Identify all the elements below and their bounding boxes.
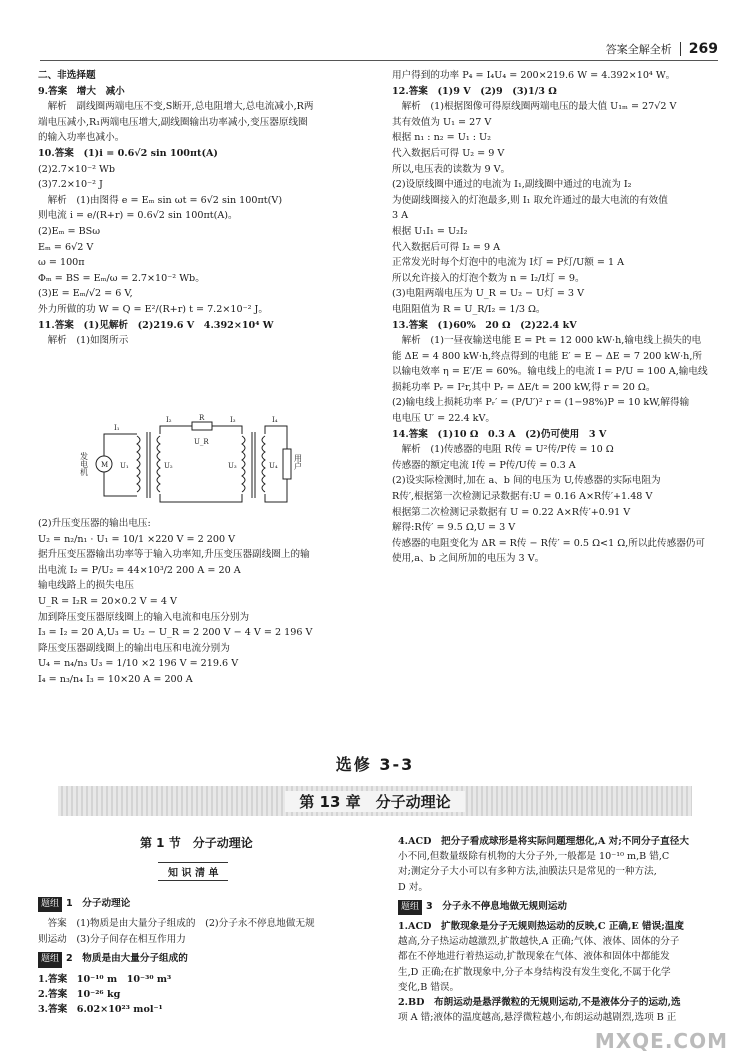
topic-group-tag: 题组 <box>38 897 62 912</box>
text-line: 使用,a、b 之间所加的电压为 3 V。 <box>392 553 545 565</box>
section-title: 选修 3-3 <box>335 755 415 774</box>
text-line: 解析 (1)由图得 e = Eₘ sin ωt = 6√2 sin 100πt(V) <box>38 194 283 206</box>
chapter-banner <box>58 786 692 816</box>
text-line: 损耗功率 Pᵣ = I²r,其中 Pᵣ = ΔE/t = 200 kW,得 r = 20 Ω。 <box>392 381 656 393</box>
text-line: 正常发光时每个灯泡中的电流为 I灯 = P灯/U额 = 1 A <box>392 257 625 269</box>
circuit-label-U1: U₁ <box>120 462 129 470</box>
right-column <box>392 68 732 567</box>
circuit-label-I4: I₄ <box>272 416 278 424</box>
text-line: (3)电阻两端电压为 U_R = U₂ − U灯 = 3 V <box>392 288 585 300</box>
text-line: 端电压减小,R₁两端电压增大,副线圈输出功率减小,变压器原线圈 <box>38 116 308 128</box>
text-line: 越高,分子热运动越激烈,扩散越快,A 正确;气体、液体、固体的分子 <box>398 936 680 948</box>
left-bottom-block <box>38 892 368 1018</box>
text-line: 以输电效率 η = E′/E = 60%。输电线上的电流 I = P/U = 100 A,输电线 <box>392 366 708 378</box>
topic-group-title: 3 分子永不停息地做无规则运动 <box>426 900 568 912</box>
text-line: 其有效值为 U₁ = 27 V <box>392 116 492 128</box>
text-line: U₂ = n₂/n₁ · U₁ = 10/1 ×220 V = 2 200 V <box>38 533 236 545</box>
text-line: ω = 100π <box>38 257 85 269</box>
text-line: (3)7.2×10⁻² J <box>38 179 103 191</box>
text-line: 代入数据后可得 I₂ = 9 A <box>392 241 501 253</box>
circuit-label-U3: U₃ <box>228 462 237 470</box>
circuit-diagram <box>79 414 307 512</box>
text-line: (2)设实际检测时,加在 a、b 间的电压为 U,传感器的实际电阻为 <box>392 475 661 487</box>
text-line: (2)设原线圈中通过的电流为 I₁,副线圈中通过的电流为 I₂ <box>392 179 632 191</box>
text-line: 3.答案 6.02×10²³ mol⁻¹ <box>38 1004 163 1016</box>
circuit-label-I2: I₂ <box>166 416 172 424</box>
circuit-label-I1: I₁ <box>114 424 120 432</box>
circuit-label-U4: U₄ <box>269 462 278 470</box>
topic-group-tag: 题组 <box>398 900 422 915</box>
text-line: 12.答案 (1)9 V (2)9 (3)1/3 Ω <box>392 85 557 97</box>
topic-group-heading <box>38 951 368 967</box>
text-line: 能 ΔE = 4 800 kW·h,终点得到的电能 E′ = E − ΔE = 7 200 kW·h,所 <box>392 350 702 362</box>
text-line: 用户得到的功率 P₄ = I₄U₄ = 200×219.6 W = 4.392×10⁴ W。 <box>392 70 676 81</box>
text-line: 解析 (1)如图所示 <box>38 335 129 347</box>
left-column-continued <box>38 516 378 688</box>
text-line: 2.BD 布朗运动是悬浮微粒的无规则运动,不是液体分子的运动,选 <box>398 997 681 1009</box>
subsection-title: 第 1 节 分子动理论 <box>140 836 253 850</box>
text-line: 外力所做的功 W = Q = E²/(R+r) t = 7.2×10⁻² J。 <box>38 303 268 315</box>
text-line: 解析 (1)传感器的电阻 R传 = U²传/P传 = 10 Ω <box>392 444 614 456</box>
text-line: 降压变压器副线圈上的输出电压和电流分别为 <box>38 642 230 654</box>
text-line: 电电压 U′ = 22.4 kV。 <box>392 413 495 425</box>
text-line: (2)Eₘ = BSω <box>38 225 101 237</box>
generator-label: 发电机 <box>79 452 89 476</box>
circuit-label-UR: U_R <box>194 438 209 446</box>
text-line: 变化,B 错误。 <box>398 981 460 993</box>
text-line: 1.ACD 扩散现象是分子无规则热运动的反映,C 正确,E 错误;温度 <box>398 921 684 933</box>
header-divider <box>680 42 681 56</box>
circuit-label-I3: I₃ <box>230 416 236 424</box>
text-line: 输电线路上的损失电压 <box>38 580 134 592</box>
circuit-label-R: R <box>199 414 205 422</box>
left-column <box>38 68 378 349</box>
topic-group-tag: 题组 <box>38 952 62 967</box>
text-line: 传感器的电阻变化为 ΔR = R传 − R传′ = 0.5 Ω<1 Ω,所以此传感器仍可 <box>392 537 705 549</box>
resistor-R <box>192 422 212 430</box>
text-line: 出电流 I₂ = P/U₂ = 44×10³/2 200 A = 20 A <box>38 564 241 576</box>
text-line: 11.答案 (1)见解析 (2)219.6 V 4.392×10⁴ W <box>38 319 274 331</box>
knowledge-list-title: 知 识 清 单 <box>158 862 228 881</box>
text-line: 据升压变压器输出功率等于输入功率知,升压变压器副线圈上的输 <box>38 549 310 561</box>
user-label: 用户 <box>293 454 303 470</box>
circuit-label-U2: U₂ <box>164 462 173 470</box>
text-line: 4.ACD 把分子看成球形是将实际问题理想化,A 对;不同分子直径大 <box>398 836 689 847</box>
circuit-label-M: M <box>101 461 109 469</box>
text-line: 9.答案 增大 减小 <box>38 85 125 97</box>
text-line: D 对。 <box>398 881 428 893</box>
text-line: 10.答案 (1)i = 0.6√2 sin 100πt(A) <box>38 147 218 159</box>
text-line: 答案 (1)物质是由大量分子组成的 (2)分子永不停息地做无规 <box>38 918 315 930</box>
text-line: (3)E = Eₘ/√2 = 6 V, <box>38 288 133 300</box>
text-line: 都在不停地进行着热运动,扩散现象在气体、液体和固体中都能发 <box>398 951 670 963</box>
text-line: R传′,根据第一次检测记录数据有:U = 0.16 A×R传′+1.48 V <box>392 491 653 503</box>
text-line: 根据第二次检测记录数据有 U = 0.22 A×R传′+0.91 V <box>392 506 631 518</box>
text-line: 2.答案 10⁻²⁶ kg <box>38 989 121 1001</box>
topic-group-title: 2 物质是由大量分子组成的 <box>66 953 188 965</box>
text-line: (2)升压变压器的输出电压: <box>38 518 151 529</box>
text-line: I₄ = n₃/n₄ I₃ = 10×20 A = 200 A <box>38 673 193 685</box>
text-line: 根据 n₁ : n₂ = U₁ : U₂ <box>392 132 491 144</box>
text-line: (2)输电线上损耗功率 Pᵣ′ = (P/U′)² r = (1−98%)P = 10 kW,解得输 <box>392 397 690 409</box>
topic-group-title: 1 分子动理论 <box>66 898 131 909</box>
watermark: MXQE.COM <box>594 1029 728 1053</box>
text-line: Eₘ = 6√2 V <box>38 241 94 253</box>
page-number: 269 <box>688 41 718 57</box>
text-line: 则电流 i = e/(R+r) = 0.6√2 sin 100πt(A)。 <box>38 210 238 222</box>
text-line: 解析 (1)一昼夜输送电能 E = Pt = 12 000 kW·h,输电线上损失的电 <box>392 335 702 347</box>
text-line: 项 A 错;液体的温度越高,悬浮微粒越小,布朗运动越剧烈,选项 B 正 <box>398 1012 677 1024</box>
text-line: 根据 U₁I₁ = U₂I₂ <box>392 225 468 237</box>
topic-group-heading <box>38 896 368 912</box>
text-line: 14.答案 (1)10 Ω 0.3 A (2)仍可使用 3 V <box>392 428 607 440</box>
text-line: 的输入功率也减小。 <box>38 132 125 144</box>
text-line: U₄ = n₄/n₃ U₃ = 1/10 ×2 196 V = 219.6 V <box>38 658 239 670</box>
text-line: U_R = I₂R = 20×0.2 V = 4 V <box>38 595 177 607</box>
user-load <box>283 449 291 479</box>
text-line: 解析 (1)根据图像可得原线圈两端电压的最大值 U₁ₘ = 27√2 V <box>392 101 677 113</box>
text-line: Φₘ = BS = Eₘ/ω = 2.7×10⁻² Wb。 <box>38 272 205 284</box>
text-line: 13.答案 (1)60% 20 Ω (2)22.4 kV <box>392 319 577 331</box>
text-line: 传感器的额定电流 I传 = P传/U传 = 0.3 A <box>392 459 576 471</box>
text-line: 所以,电压表的读数为 9 V。 <box>392 163 511 175</box>
page-header <box>40 36 718 61</box>
text-line: 解得:R传′ = 9.5 Ω,U = 3 V <box>392 522 516 534</box>
text-line: 二、非选择题 <box>38 70 96 81</box>
text-line: (2)2.7×10⁻² Wb <box>38 163 116 175</box>
right-bottom-block <box>398 834 734 1025</box>
text-line: 1.答案 10⁻¹⁰ m 10⁻³⁰ m³ <box>38 973 172 985</box>
text-line: 解析 副线圈两端电压不变,S断开,总电阻增大,总电流减小,R两 <box>38 101 314 113</box>
text-line: 加到降压变压器原线圈上的输入电流和电压分别为 <box>38 611 250 623</box>
text-line: 生,D 正确;在扩散现象中,分子本身结构没有发生变化,不属于化学 <box>398 966 671 978</box>
text-line: 代入数据后可得 U₂ = 9 V <box>392 147 505 159</box>
text-line: I₃ = I₂ = 20 A,U₃ = U₂ − U_R = 2 200 V − 4 V = 2 196 V <box>38 627 313 639</box>
text-line: 对;测定分子大小可以有多种方法,油膜法只是常见的一种方法, <box>398 866 657 878</box>
text-line: 电阻阻值为 R = U_R/I₂ = 1/3 Ω。 <box>392 303 546 315</box>
text-line: 小不同,但数量级除有机物的大分子外,一般都是 10⁻¹⁰ m,B 错,C <box>398 851 670 863</box>
text-line: 3 A <box>392 210 409 222</box>
header-title: 答案全解全析 <box>605 43 672 56</box>
chapter-title: 第 13 章 分子动理论 <box>285 791 464 812</box>
text-line: 则运动 (3)分子间存在相互作用力 <box>38 933 186 945</box>
text-line: 所以允许接入的灯泡个数为 n = I₂/I灯 = 9。 <box>392 272 585 284</box>
text-line: 为使副线圈接入的灯泡最多,则 I₁ 取允许通过的最大电流的有效值 <box>392 194 668 206</box>
topic-group-heading <box>398 899 734 915</box>
